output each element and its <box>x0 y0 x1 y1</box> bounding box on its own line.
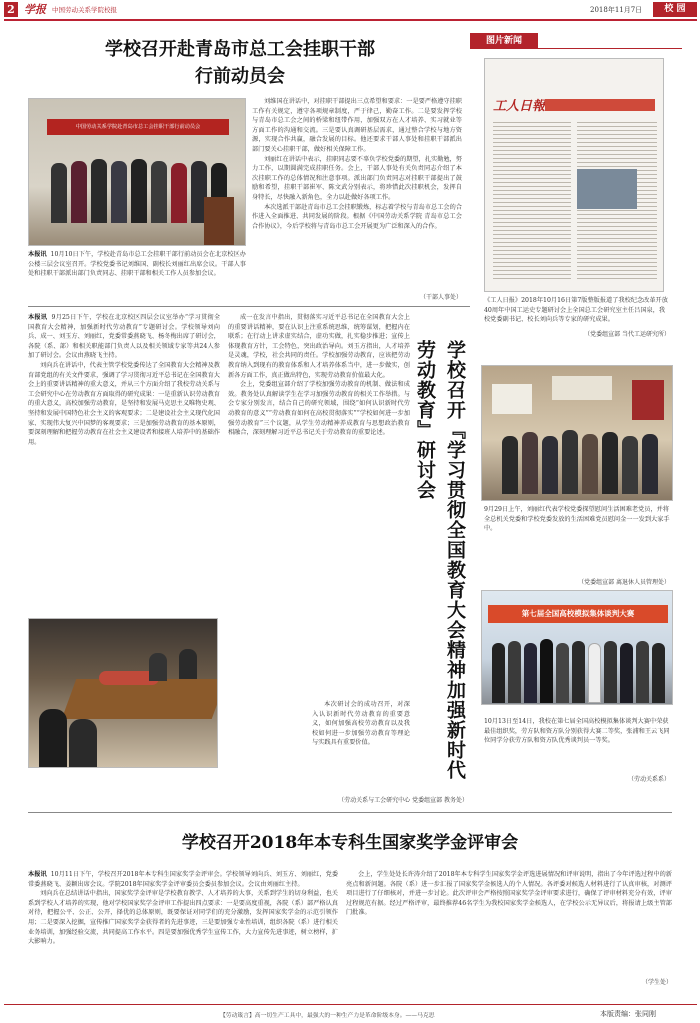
group-of-people <box>492 635 666 703</box>
article2-title-text: 学校召开『学习贯彻全国教育大会精神加强新时代劳动教育』研讨会 <box>414 340 466 780</box>
article3-lead <box>28 870 338 889</box>
header-rule <box>4 19 697 21</box>
contest-banner: 第七届全国高校模拟集体谈判大赛 <box>488 605 668 623</box>
article1-title-line1: 学校召开赴青岛市总工会挂职干部 <box>105 39 375 60</box>
article3-paragraph: 刘向兵在总结讲话中指出，国家奖学金评审是学校教育教学、人才培养的大事，关系到学生的切身利益，也关系到学校人才培养的实现，他对学校国家奖学金评审工作提出四点要求：一是要高度重视，各院（系）部严格认真对待，把握公平、公正、公开，择优的总体原则，既要保证对同学们的充分激励，发挥国家奖学金的示范引领作用；二是要深入挖掘，宣传推广国家奖学金获得者的先进事迹，三是要加强专业性培训，组织各院（系）进行相关业务培训，加强经验交流，共同提高工作水平。四是要加强优秀学生宣传工作，大力宣传先进事迹，树立榜样，扩大影响力。 <box>28 890 338 946</box>
divider <box>28 812 672 813</box>
article1-lead-text: 10月10日下午，学校赴青岛市总工会挂职干部行前动员会在北京校区办公楼三层会议室召开。学校党委书记刘维国、副校长刘丽红出席会议。干部人事处和挂职干部派出部门负责同志、挂职干部和相关工作人员参加会议。 <box>28 251 246 278</box>
article1-photo <box>28 98 246 246</box>
negotiation-contest-photo <box>481 590 673 705</box>
article3-title: 学校召开2018年本专科生国家奖学金评审会 <box>181 833 519 853</box>
article2-col1 <box>28 313 220 447</box>
article2-lead <box>28 313 220 361</box>
article2-paragraph: 成一在发言中指出，贯彻落实习近平总书记在全国教育大会上的重要讲话精神，要在认识上注重系统思维，统筹谋划，把握内在联系；在行动上讲求虚实结合，虚功实做，扎实稳步推进；宣传上体现教育方针，工会特色，突出政治导向。刘玉方指出，人才培养是灵魂，学校，社会共同的责任。学校加强劳动教育，应该把劳动教育纳入到现有的教育体系和人才培养体系当中，进一步做实，创新各方面工作，真正做出特色，实现劳动教育价值最大化。 <box>228 314 410 379</box>
article2-col2 <box>228 313 410 438</box>
article3-col2 <box>346 870 672 918</box>
article1-lead <box>28 250 246 279</box>
article3-lead-text: 10月11日下午，学校召开2018年本专科生国家奖学金评审会。学校领导刘向兵、刘玉方、刘丽红，党委常委燕晓飞、姜颖出席会议。学院2018年国家奖学金评审委员会委员参加会议。会议由刘丽红主持。 <box>28 871 339 888</box>
article2-paragraph: 会上，党委组宣部介绍了学校加强劳动教育的机制、做法和成效。教务处认真解读学生在学习加强劳动教育的相关工作举措。与会专家分别发言，结合自己的研究领域，围绕“如何认识新时代劳动教育的意义”“劳动教育如何在高校贯彻落实”“学校如何进一步加强劳动教育”三个议题，从学生劳动精神养成教育与思想政治教育相融合，深刻理解习近平总书记关于劳动教育的重要论述。 <box>228 381 410 437</box>
newspaper-image <box>577 169 637 209</box>
article1-paragraph: 刘丽红在讲话中表示，挂职同志要不辜负学校党委的期望，扎实勤勉，努力工作，以期圆满完成挂职任务。会上，干部人事处有关负责同志介绍了本次挂职工作的总体情况和注意事项。派出部门负责同志对挂职干部提出了鼓励和希望，挂职干部崔军、陈文武分别表示，将珍惜此次挂职机会，发挥自身特长，尽快融入新角色，全力以赴做好各项工作。 <box>252 155 462 201</box>
newspaper-clipping-photo <box>484 58 664 292</box>
article1-lead-label: 本报讯 <box>28 251 47 258</box>
article2-photo <box>28 618 218 768</box>
newspaper-headline-block <box>545 99 655 111</box>
article3-paragraph: 会上，学生处处长许涛介绍了2018年本专科学生国家奖学金评选进展情况和评审说明，指出了今年评选过程中的新亮点和新问题。各院（系）进一步汇报了国家奖学金候选人的个人情况。各评委对候选人材料进行了认真审核，对测评项目进行了仔细核对，并进一步讨论。此次评审会严格按照国家奖学金评审要求进行，确保了评审材料充分有效，评审过程规范有据。经过严格评审，最终推荐46名学生为我校国家奖学金候选人，在学校公示无异议后，将报请上级主管部门批准。 <box>346 871 672 917</box>
masthead: 中国劳动关系学院校报 <box>52 6 117 14</box>
footer <box>0 1004 700 1023</box>
article2-paragraph: 刘向兵在讲话中，代表主管学校党委传达了全国教育大会精神及教育部党组的有关文件要求，强调了学习贯彻习近平总书记在全国教育大会上的重要讲话精神的重大意义，并从三个方面介绍了我校劳动关系与工会研究中心在劳动教育方面取得的研究成果：一是重新认识劳动教育的重大意义，高校加强劳动教育，是坚持和发展马克思主义唯物史观、坚持和发展中国特色社会主义的客观要求；二是建设社会主义现代化国家、实现伟大复兴中国梦的客观要求；三是加强劳动教育的基本原则，要深刻理解和把握劳动教育在社会主义建设者和接班人培养中的基础作用。 <box>28 361 220 446</box>
article2-col3 <box>312 700 410 748</box>
article2-lead-text: 9月25日下午，学校在北京校区四层会议室举办“学习贯彻全国教育大会精神，加强新时代劳动教育”专题研讨会。学校领导刘向兵、成一、刘玉方、刘丽红，党委常委燕晓飞、杨冬梅出席了研讨会，各院（系、部）和相关职能部门负责人以及相关领域专家等共24人参加了研讨会。会议由燕晓飞主持。 <box>28 314 221 360</box>
article1-title-line2: 行前动员会 <box>195 66 285 87</box>
photo-news-caption3: 10月13日至14日，我校在第七届全国高校模拟集体谈判大赛中荣获最佳组织奖，劳方队和资方队分别获得大赛二等奖，张浦和王云飞同位同学分获劳方队和资方队优秀谈判员一等奖。 <box>484 718 670 745</box>
photo-news-label: 图片新闻 <box>470 33 538 49</box>
article1-title <box>30 36 450 90</box>
photo-news-credit2: （党委组宣部 离退休人员管理处） <box>578 579 670 586</box>
article1-body <box>252 97 462 231</box>
footer-rule <box>4 1004 697 1005</box>
photo-news-credit3: （劳动关系系） <box>627 776 670 783</box>
photo-news-credit1: （党委组宣部 当代工运研究所） <box>584 331 670 338</box>
newspaper-text-block <box>493 119 571 279</box>
meeting-banner: 中国劳动关系学院赴青岛市总工会挂职干部行前动员会 <box>47 119 229 135</box>
article1-byline: （干部人事处） <box>419 294 462 301</box>
page-number: 2 <box>4 2 18 17</box>
conference-table <box>62 679 218 719</box>
article2-byline: （劳动关系与工会研究中心 党委组宣部 教务处） <box>338 797 468 804</box>
article2-title <box>410 340 474 790</box>
elder-visit-photo <box>481 365 673 501</box>
article3-byline: （学生处） <box>641 979 672 986</box>
article3-col1 <box>28 870 338 947</box>
group-of-people <box>502 426 662 496</box>
masthead-logo: 学报 <box>24 3 46 16</box>
footer-motto: 【劳动箴言】高一切生产工具中，最强大的一种生产力是革命阶级本身。——马克思 <box>220 1013 435 1019</box>
podium <box>204 197 234 245</box>
page-header <box>0 0 700 22</box>
photo-news-caption1: 《工人日报》2018年10月16日第7版整版报道了我校纪念改革开放40周年中国工运史专题研讨会上全国总工会研究室主任吕国泉，我校党委副书记、校长刘向兵等专家的研究成果。 <box>484 297 668 324</box>
article1-paragraph: 本次选派干部赴青岛市总工会挂职锻炼，标志着学校与青岛市总工会的合作进入全面推进、共同发展的阶段。根据《中国劳动关系学院 青岛市总工会合作协议》，今后学校将与青岛市总工会开展更为广泛和深入的合作。 <box>252 203 462 230</box>
footer-editor: 本版责编：张同刚 <box>600 1010 656 1018</box>
photo-news-rule <box>538 48 682 49</box>
section-tag: 校 园 <box>653 2 697 17</box>
article1-paragraph: 刘维国在讲话中，对挂职干部提出三点希望和要求：一是要严格遵守挂职工作有关规定，遵守各项规章制度，严于律己，勤奋工作。二是要发挥学校与青岛市总工会之间的桥梁和纽带作用，加强双方在人才培养、实习就业等方面工作的沟通和交流。三是要认真调研基层需求，通过整合学校与地方资源，实现合作共赢，融合发展的目标。他还要求干部人事处和挂职干部派出部门要关心挂职干部，做好相关保障工作。 <box>252 98 462 153</box>
issue-date: 2018年11月7日 <box>590 6 643 14</box>
newspaper-masthead: 工人日報 <box>493 99 546 114</box>
article2-paragraph: 本次研讨会的成功召开，对深入认识新时代劳动教育的重要意义，如何加强高校劳动教育以及我校如何进一步加强劳动教育等理论与实践具有重要价值。 <box>312 701 410 747</box>
article2-lead-label: 本报讯 <box>28 314 48 321</box>
photo-news-caption2: 9月29日上午，刘丽红代表学校党委探望慰问生活困难老党员，并将全总机关党委和学校党委发放的生活困难党员慰问金一一发到大家手中。 <box>484 506 670 533</box>
divider <box>28 306 470 307</box>
article3-lead-label: 本报讯 <box>28 871 47 878</box>
